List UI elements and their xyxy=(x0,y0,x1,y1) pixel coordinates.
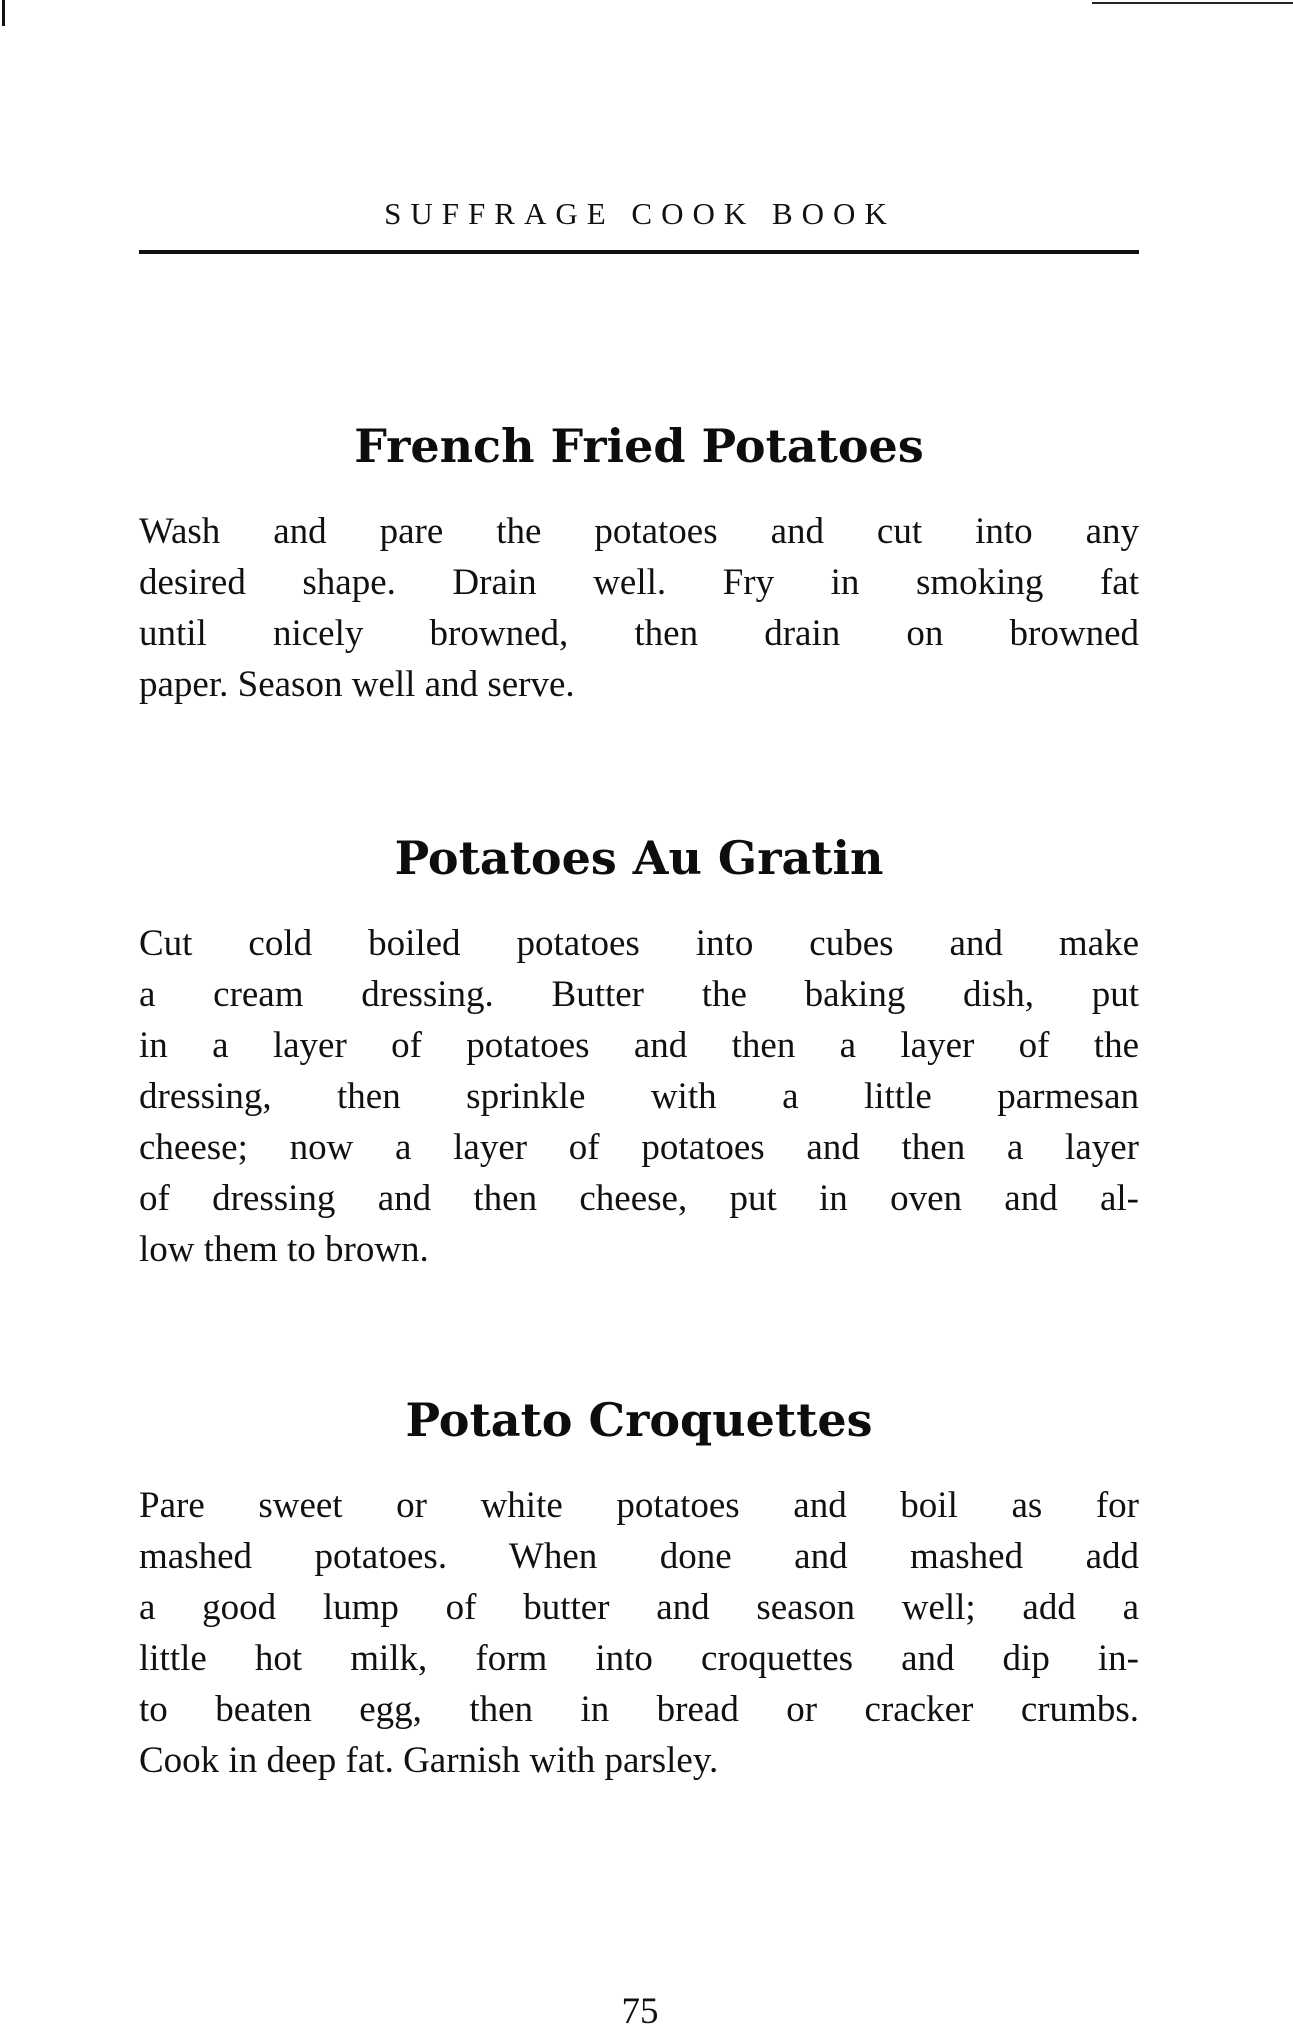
body-line: until nicely browned, then drain on browned xyxy=(139,613,1139,654)
body-line: Cook in deep fat. Garnish with parsley. xyxy=(139,1740,719,1781)
body-line: little hot milk, form into croquettes and dip in- xyxy=(139,1638,1139,1679)
body-line: cheese; now a layer of potatoes and then a layer xyxy=(139,1127,1139,1168)
recipe-title: Potato Croquettes xyxy=(405,1393,873,1447)
running-head: SUFFRAGE COOK BOOK xyxy=(384,196,896,231)
body-line: paper. Season well and serve. xyxy=(139,664,575,705)
body-line: Pare sweet or white potatoes and boil as for xyxy=(139,1485,1139,1526)
body-line: Cut cold boiled potatoes into cubes and make xyxy=(139,923,1139,964)
recipe-body xyxy=(139,918,1139,1275)
recipe-potatoes-au-gratin xyxy=(139,830,1139,1275)
recipe-potato-croquettes xyxy=(139,1392,1139,1786)
recipe-french-fried-potatoes xyxy=(139,418,1139,710)
body-line: a good lump of butter and season well; add a xyxy=(139,1587,1139,1628)
header-rule xyxy=(139,250,1139,254)
recipe-body xyxy=(139,1480,1139,1786)
page-corner-mark xyxy=(2,0,5,26)
recipe-title: Potatoes Au Gratin xyxy=(394,831,884,885)
body-line: low them to brown. xyxy=(139,1229,429,1270)
body-line: desired shape. Drain well. Fry in smoking fat xyxy=(139,562,1139,603)
body-line: Wash and pare the potatoes and cut into any xyxy=(139,511,1139,552)
body-line: to beaten egg, then in bread or cracker crumbs. xyxy=(139,1689,1139,1730)
recipe-body xyxy=(139,506,1139,710)
recipe-title: French Fried Potatoes xyxy=(354,419,924,473)
body-line: mashed potatoes. When done and mashed add xyxy=(139,1536,1139,1577)
body-line: a cream dressing. Butter the baking dish, put xyxy=(139,974,1139,1015)
body-line: of dressing and then cheese, put in oven and al- xyxy=(139,1178,1139,1219)
body-line: in a layer of potatoes and then a layer of the xyxy=(139,1025,1139,1066)
page-number: 75 xyxy=(621,1991,659,2032)
top-edge-rule xyxy=(1092,2,1293,4)
body-line: dressing, then sprinkle with a little parmesan xyxy=(139,1076,1139,1117)
